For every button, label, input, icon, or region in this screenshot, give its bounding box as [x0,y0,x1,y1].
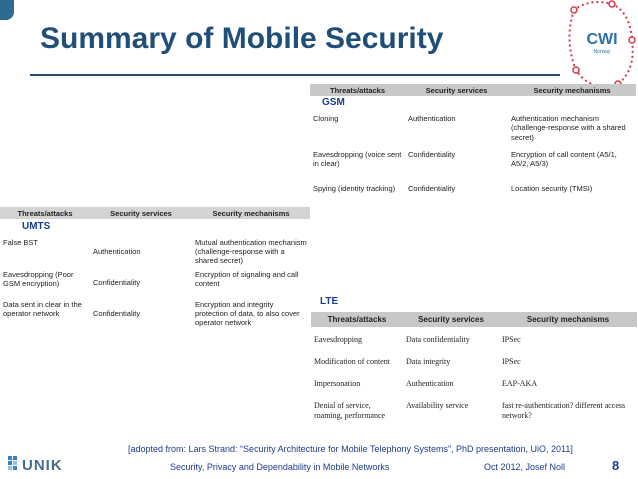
lte-header-mechanisms: Security mechanisms [526,315,610,324]
umts-header-services: Security services [110,208,172,218]
gsm-cell: Confidentiality [408,184,456,193]
umts-label: UMTS [22,221,51,232]
lte-cell: Data confidentiality [406,335,470,344]
table-row [311,393,637,427]
lte-cell: Eavesdropping [314,335,362,344]
lte-cell: IPSec [502,357,521,366]
lte-cell: IPSec [502,335,521,344]
lte-label: LTE [320,296,339,307]
gsm-cell: Cloning [313,114,339,123]
lte-cell: Modification of content [314,357,390,366]
citation: [adopted from: Lars Strand: “Security Architecture for Mobile Telephony Systems”, PhD presentation, UiO, 2011] [128,444,573,454]
table-row [0,268,310,298]
gsm-header-mechanisms: Security mechanisms [533,85,611,95]
gsm-cell: Authentication [408,114,456,123]
svg-text:Norway: Norway [593,49,611,55]
umts-cell: Authentication [93,246,141,256]
gsm-cell: Spying (identity tracking) [313,184,396,193]
table-row [310,148,636,182]
umts-cell: Encryption of signaling and call content [195,269,299,288]
lte-header-services: Security services [418,315,484,324]
table-row [0,236,310,268]
umts-cell: Confidentiality [93,309,141,318]
lte-cell: EAP-AKA [502,379,538,388]
gsm-cell: Encryption of call content (A5/1, A5/2, A5/3) [511,150,617,169]
footer-date: Oct 2012, Josef Noll [484,462,566,472]
unik-mark-icon [8,456,17,470]
gsm-cell: Confidentiality [408,150,456,159]
gsm-table [310,84,636,198]
gsm-header-threats: Threats/attacks [329,85,386,95]
lte-cell: fast re-authentication? different access network? [502,401,626,420]
umts-cell: Mutual authentication mechanism (challenge-response with a shared secret) [195,237,307,266]
footer-title: Security, Privacy and Dependability in Mobile Networks [170,462,390,472]
svg-text:CWI: CWI [586,31,618,48]
umts-header-threats: Threats/attacks [17,208,73,218]
umts-header-row [0,207,310,219]
gsm-cell: Authentication mechanism (challenge-response with a shared secret) [511,114,626,142]
corner-accent [0,0,14,20]
table-row [0,298,310,330]
lte-cell: Impersonation [314,379,361,388]
table-row [311,327,637,349]
umts-cell: False BST [3,237,39,247]
lte-table [311,312,637,427]
umts-cell: Data sent in clear in the operator network [3,299,82,318]
lte-cell: Denial of service, roaming, performance [314,401,386,420]
umts-cell: Encryption and integrity protection of data, to also cover operator network [195,299,300,328]
title-underline [30,74,560,76]
lte-header-row [311,312,637,327]
gsm-cell: Location security (TMSI) [511,184,593,193]
table-row [310,112,636,148]
umts-cell: Confidentiality [93,277,141,287]
table-row [310,182,636,198]
lte-cell: Authentication [406,379,454,388]
lte-header-threats: Threats/attacks [327,315,387,324]
unik-logo [8,455,88,478]
cwi-logo [560,0,638,92]
umts-cell: Eavesdropping (Poor GSM encryption) [3,269,74,288]
slide-title: Summary of Mobile Security [40,22,444,55]
lte-cell: Data integrity [406,357,451,366]
gsm-label: GSM [322,97,345,108]
gsm-header-services: Security services [425,85,488,95]
umts-table [0,207,310,330]
gsm-cell: Eavesdropping (voice sent in clear) [313,150,402,169]
table-row [311,349,637,371]
umts-header-mechanisms: Security mechanisms [212,208,290,218]
page-number: 8 [612,458,620,473]
lte-cell: Availability service [406,401,469,410]
svg-text:UNIK: UNIK [22,457,63,473]
table-row [311,371,637,393]
gsm-header-row [310,84,636,96]
